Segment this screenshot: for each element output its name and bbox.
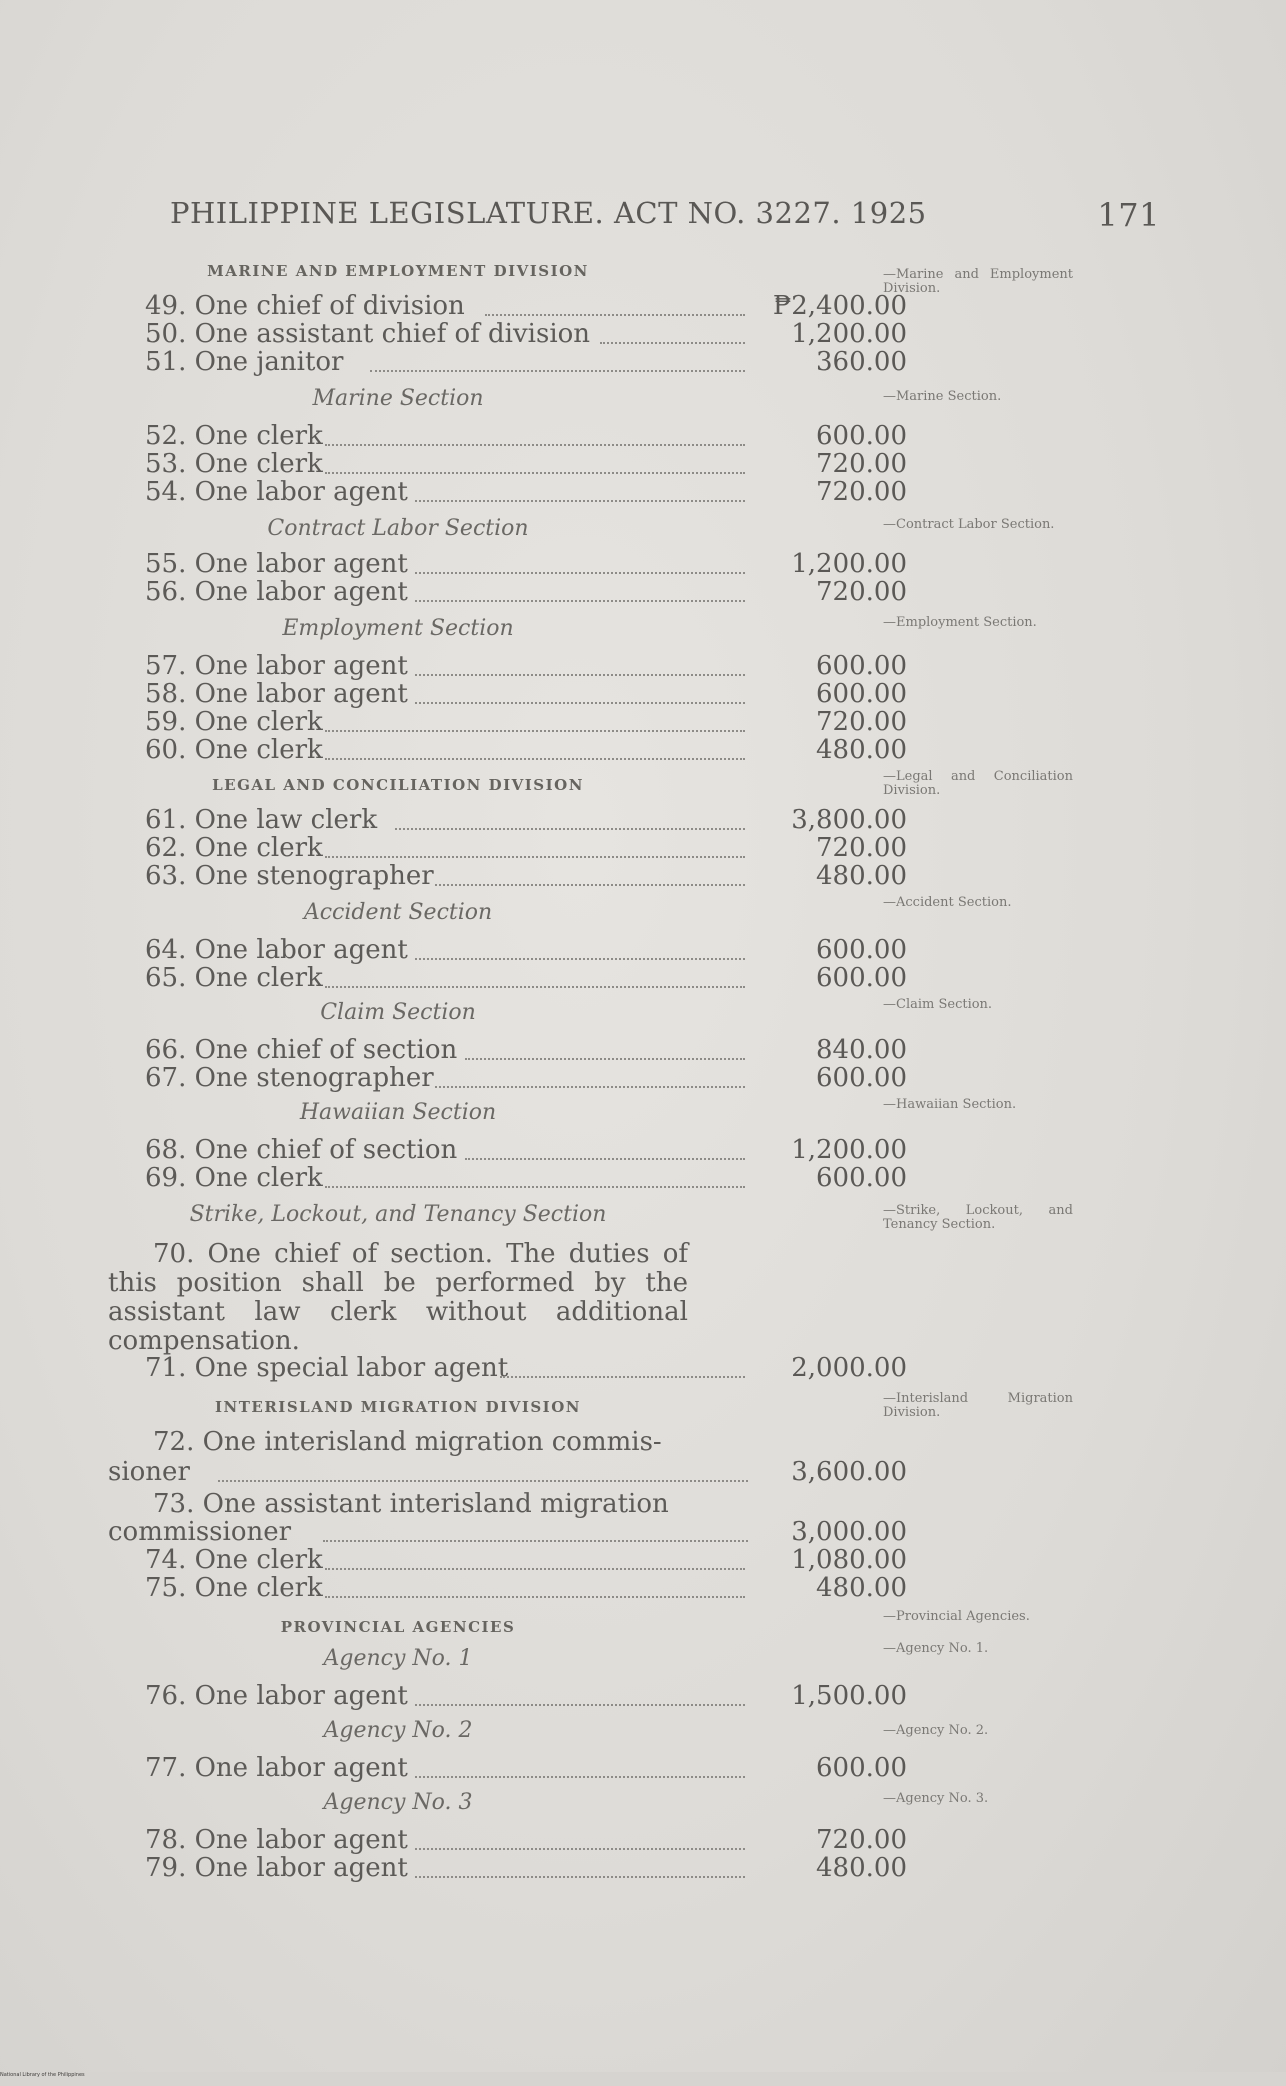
margin-note: —Marine Section.: [883, 389, 1002, 404]
item-amount: 360.00: [816, 347, 907, 377]
item-label: 61. One law clerk: [145, 806, 378, 834]
section-heading: Marine Section: [312, 386, 484, 411]
item-amount: 3,000.00: [791, 1517, 907, 1547]
margin-note: —Employment Section.: [883, 615, 1037, 630]
list-item: [145, 806, 985, 834]
list-item: [145, 320, 985, 348]
list-item: [108, 1458, 948, 1486]
item-amount: 480.00: [816, 735, 907, 765]
list-item: [145, 652, 985, 680]
margin-note: —Provincial Agencies.: [883, 1609, 1030, 1624]
item-label: 78. One labor agent: [145, 1826, 408, 1854]
division-heading: PROVINCIAL AGENCIES: [280, 1618, 516, 1636]
margin-note: —Claim Section.: [883, 997, 993, 1012]
list-item: [108, 1518, 948, 1546]
item-label: 73. One assistant interisland migration: [153, 1489, 669, 1519]
item-label: 63. One stenographer: [145, 862, 434, 890]
item-amount: 600.00: [816, 963, 907, 993]
list-item: [145, 422, 985, 450]
item-label: 76. One labor agent: [145, 1682, 408, 1710]
item-label: 52. One clerk: [145, 422, 323, 450]
paragraph-item-70: 70. One chief of section. The duties of this position shall be performed by the assistant law clerk without additional compensation.: [108, 1239, 688, 1356]
margin-note: —Agency No. 1.: [883, 1641, 989, 1656]
margin-note: —Interisland Migration Division.: [883, 1391, 1073, 1420]
item-amount: 840.00: [816, 1035, 907, 1065]
item-amount: 720.00: [816, 577, 907, 607]
item-amount: 480.00: [816, 1573, 907, 1603]
list-item: [145, 1682, 985, 1710]
item-amount: 600.00: [816, 1063, 907, 1093]
margin-note: —Hawaiian Section.: [883, 1097, 1017, 1112]
item-amount: 3,800.00: [791, 805, 907, 835]
list-item: [145, 862, 985, 890]
list-item: [145, 1354, 985, 1382]
section-heading: Accident Section: [303, 900, 493, 925]
list-item: [145, 478, 985, 506]
margin-note: —Contract Labor Section.: [883, 517, 1055, 532]
item-amount: 480.00: [816, 1853, 907, 1883]
item-label: 79. One labor agent: [145, 1854, 408, 1882]
item-label: 60. One clerk: [145, 736, 323, 764]
item-amount: 600.00: [816, 1753, 907, 1783]
item-amount: 600.00: [816, 1163, 907, 1193]
item-amount: 1,200.00: [791, 319, 907, 349]
item-label: 58. One labor agent: [145, 680, 408, 708]
list-item: [145, 292, 985, 320]
item-label: 74. One clerk: [145, 1546, 323, 1574]
item-label: 71. One special labor agent: [145, 1354, 509, 1382]
item-label: 69. One clerk: [145, 1164, 323, 1192]
item-label: 57. One labor agent: [145, 652, 408, 680]
item-label: 49. One chief of division: [145, 292, 465, 320]
item-amount: ₱2,400.00: [772, 291, 907, 321]
list-item: [145, 1164, 985, 1192]
page-header: [170, 196, 1160, 236]
item-amount: 720.00: [816, 477, 907, 507]
margin-note: —Accident Section.: [883, 895, 1012, 910]
item-label: 56. One labor agent: [145, 578, 408, 606]
list-item: [145, 1574, 985, 1602]
item-amount: 3,600.00: [791, 1457, 907, 1487]
item-label: 54. One labor agent: [145, 478, 408, 506]
list-item: [145, 348, 985, 376]
list-item: [145, 578, 985, 606]
item-amount: 1,080.00: [791, 1545, 907, 1575]
scan-credit: National Library of the Philippines: [0, 2072, 85, 2078]
item-label: 62. One clerk: [145, 834, 323, 862]
section-heading: Agency No. 3: [323, 1790, 473, 1815]
list-item: [145, 1826, 985, 1854]
list-item: [145, 550, 985, 578]
section-heading: Strike, Lockout, and Tenancy Section: [189, 1202, 607, 1227]
paragraph-item-72: [108, 1428, 688, 1457]
item-amount: 720.00: [816, 707, 907, 737]
item-amount: 600.00: [816, 679, 907, 709]
item-amount: 1,200.00: [791, 549, 907, 579]
item-label: 68. One chief of section: [145, 1136, 458, 1164]
section-heading: Agency No. 2: [323, 1718, 473, 1743]
item-amount: 600.00: [816, 935, 907, 965]
item-label: 55. One labor agent: [145, 550, 408, 578]
item-amount: 480.00: [816, 861, 907, 891]
division-heading: INTERISLAND MIGRATION DIVISION: [215, 1398, 581, 1416]
item-label: 75. One clerk: [145, 1574, 323, 1602]
margin-note: —Agency No. 3.: [883, 1791, 989, 1806]
item-label: commissioner: [108, 1518, 292, 1546]
margin-note: —Marine and Employment Division.: [883, 267, 1073, 296]
division-heading: LEGAL AND CONCILIATION DIVISION: [212, 776, 584, 794]
list-item: [145, 1854, 985, 1882]
margin-note: —Strike, Lockout, and Tenancy Section.: [883, 1203, 1073, 1232]
margin-note: —Agency No. 2.: [883, 1723, 989, 1738]
section-heading: Hawaiian Section: [299, 1100, 497, 1125]
item-amount: 720.00: [816, 1825, 907, 1855]
item-label: 72. One interisland migration commis-: [153, 1427, 662, 1457]
item-label: 67. One stenographer: [145, 1064, 434, 1092]
item-amount: 1,500.00: [791, 1681, 907, 1711]
section-heading: Contract Labor Section: [267, 516, 529, 541]
list-item: [145, 708, 985, 736]
list-item: [145, 1136, 985, 1164]
scan-credit-strip: [0, 2072, 1286, 2086]
list-item: [145, 736, 985, 764]
item-amount: 600.00: [816, 651, 907, 681]
item-label: 64. One labor agent: [145, 936, 408, 964]
list-item: [145, 1036, 985, 1064]
list-item: [145, 834, 985, 862]
list-item: [145, 450, 985, 478]
page-number: 171: [1097, 196, 1160, 234]
section-heading: Employment Section: [282, 616, 514, 641]
item-label: 59. One clerk: [145, 708, 323, 736]
item-label: 66. One chief of section: [145, 1036, 458, 1064]
section-heading: Agency No. 1: [323, 1646, 473, 1671]
item-label: 53. One clerk: [145, 450, 323, 478]
margin-note: —Legal and Conciliation Division.: [883, 769, 1073, 798]
item-label: 77. One labor agent: [145, 1754, 408, 1782]
item-amount: 720.00: [816, 449, 907, 479]
item-amount: 2,000.00: [791, 1353, 907, 1383]
list-item: [145, 936, 985, 964]
list-item: [145, 1546, 985, 1574]
running-title: PHILIPPINE LEGISLATURE. ACT NO. 3227. 1925: [170, 196, 927, 230]
list-item: [145, 964, 985, 992]
item-label: 65. One clerk: [145, 964, 323, 992]
item-amount: 600.00: [816, 421, 907, 451]
item-amount: 720.00: [816, 833, 907, 863]
list-item: [145, 1754, 985, 1782]
item-label: 50. One assistant chief of division: [145, 320, 591, 348]
list-item: [145, 680, 985, 708]
division-heading: MARINE AND EMPLOYMENT DIVISION: [207, 262, 589, 280]
item-amount: 1,200.00: [791, 1135, 907, 1165]
item-label: 51. One janitor: [145, 348, 344, 376]
list-item: [145, 1064, 985, 1092]
item-label: sioner: [108, 1458, 190, 1486]
section-heading: Claim Section: [320, 1000, 476, 1025]
paragraph-item-73: [108, 1490, 688, 1519]
